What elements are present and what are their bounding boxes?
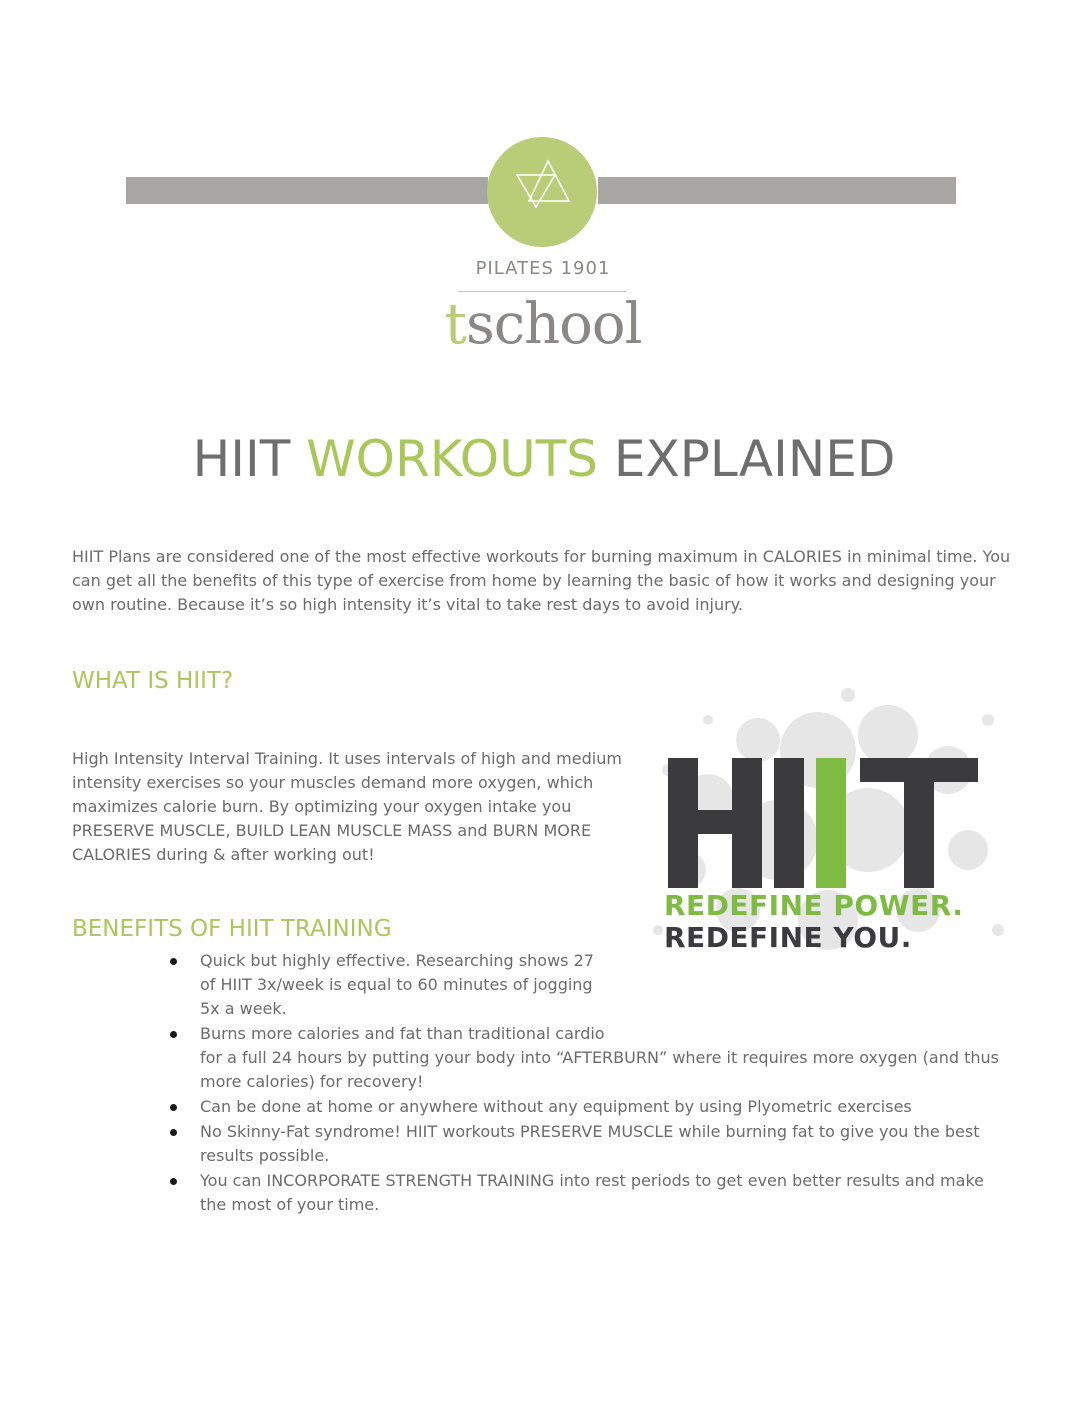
list-item: Burns more calories and fat than traditional cardio for a full 24 hours by putting your body into “AFTERBURN” where it requires more oxygen (and thus more calories) for recovery! xyxy=(200,1022,1000,1094)
title-part3: EXPLAINED xyxy=(613,430,896,488)
brand-logo-circle xyxy=(487,137,597,247)
intro-paragraph: HIIT Plans are considered one of the most effective workouts for burning maximum in CALORIES in minimal time. You can get all the benefits of this type of exercise from home by learning the basic of how it works and designing your own routine. Because it’s so high intensity it’s vital to take rest days to avoid injury. xyxy=(72,547,1011,614)
page-title xyxy=(0,430,1088,488)
brand-name-rest: school xyxy=(466,292,642,357)
list-item: No Skinny-Fat syndrome! HIIT workouts PRESERVE MUSCLE while burning fat to give you the best results possible. xyxy=(200,1120,1000,1168)
hiit-tagline-1: REDEFINE POWER. xyxy=(664,889,964,922)
brand-subtitle: PILATES 1901 xyxy=(475,258,611,279)
list-item: You can INCORPORATE STRENGTH TRAINING into rest periods to get even better results and make the most of your time. xyxy=(200,1169,1000,1217)
what-is-heading: WHAT IS HIIT? xyxy=(72,668,234,694)
title-part2: WORKOUTS xyxy=(306,430,598,488)
hiit-tagline-2: REDEFINE YOU. xyxy=(664,921,912,954)
benefits-list xyxy=(200,949,1000,1218)
header-bar-left xyxy=(126,177,488,204)
brand-name-accent: t xyxy=(444,292,466,357)
list-item: Can be done at home or anywhere without any equipment by using Plyometric exercises xyxy=(200,1095,1000,1119)
header-bar-right xyxy=(598,177,956,204)
what-is-paragraph: High Intensity Interval Training. It uses intervals of high and medium intensity exercises so your muscles demand more oxygen, which maximizes calorie burn. By optimizing your oxygen intake you PRESERVE MUSCLE, BUILD LEAN MUSCLE MASS and BURN MORE CALORIES during & after working out! xyxy=(72,749,622,864)
title-part1: HIIT xyxy=(192,430,291,488)
benefits-heading: BENEFITS OF HIIT TRAINING xyxy=(72,916,392,942)
triangle-logo-icon xyxy=(487,137,597,247)
list-item: Quick but highly effective. Researching shows 27 of HIIT 3x/week is equal to 60 minutes of jogging 5x a week. xyxy=(200,949,1000,1021)
brand-name xyxy=(430,292,656,357)
